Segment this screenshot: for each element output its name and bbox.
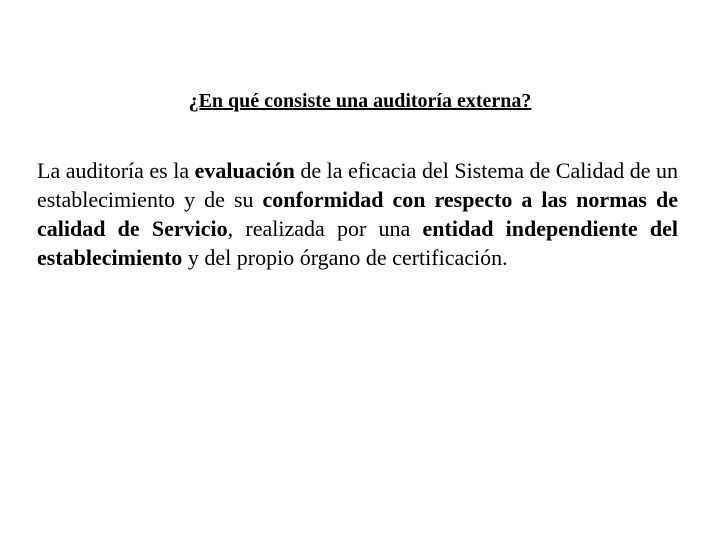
paragraph-text-3: , realizada por una xyxy=(227,216,423,241)
paragraph-bold-conformidad: conformidad con respecto a las normas de calidad de Servicio xyxy=(37,187,678,241)
definition-paragraph xyxy=(37,156,678,272)
slide-title: ¿En qué consiste una auditoría externa? xyxy=(188,90,532,112)
paragraph-bold-evaluacion: evaluación xyxy=(194,158,295,183)
paragraph-bold-entidad: entidad independiente del establecimiento xyxy=(37,216,678,270)
paragraph-text-2: de la eficacia del Sistema de Calidad de un establecimiento y de su xyxy=(37,158,679,212)
paragraph-text-4: y del propio órgano de certificación. xyxy=(182,245,508,270)
paragraph-text-1: La auditoría es la xyxy=(37,158,195,183)
